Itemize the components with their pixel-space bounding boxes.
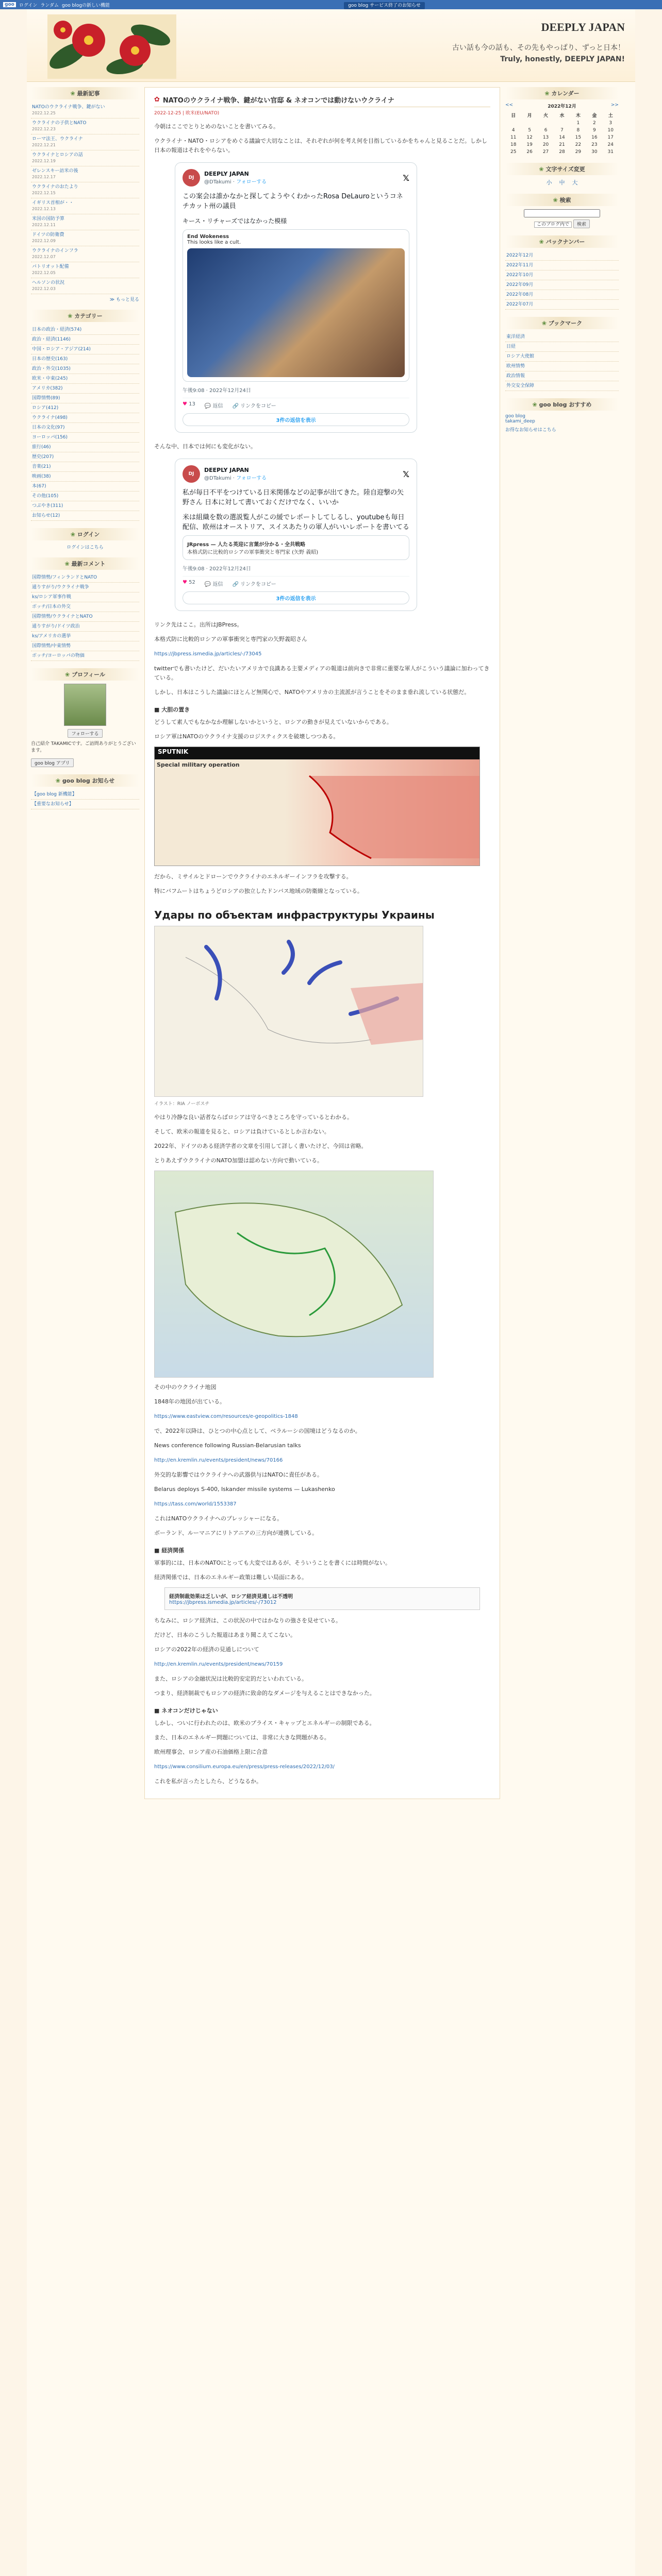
- comments-box: [31, 557, 139, 661]
- calendar-week: [505, 120, 619, 127]
- embedded-tweet[interactable]: [175, 162, 417, 433]
- recommend-text[interactable]: お得なお知らせはこちら: [505, 428, 556, 433]
- site-title[interactable]: DEEPLY JAPAN: [541, 21, 625, 33]
- paragraph: とりあえずウクライナのNATO加盟は認めない方向で動いている。: [154, 1157, 323, 1164]
- tweet-author-name[interactable]: DEEPLY JAPAN: [204, 171, 249, 177]
- bookmark-list: [505, 332, 619, 391]
- category-item[interactable]: 旅行(46): [31, 443, 139, 452]
- recent-post-item[interactable]: [31, 134, 139, 150]
- service-end-link[interactable]: goo blog サービス終了のお知らせ: [344, 2, 425, 9]
- calendar-day[interactable]: 8: [576, 128, 580, 133]
- site-description-line-2: Truly, honestly, DEEPLY JAPAN!: [500, 55, 625, 63]
- category-item[interactable]: アメリカ(382): [31, 384, 139, 394]
- calendar-day[interactable]: 7: [560, 128, 564, 133]
- comment-item[interactable]: 国際情勢/ウクライナとNATO: [31, 612, 139, 622]
- embedded-tweet[interactable]: [175, 459, 417, 611]
- category-item[interactable]: 歴史(207): [31, 452, 139, 462]
- comment-item[interactable]: 通りすがり/ドイツ政治: [31, 622, 139, 632]
- paragraph: しかし、日本はこうした議論にほとんど無関心で、NATOやアメリカの主流派が言うことをそのまま垂れ流している状態だ。: [154, 689, 470, 696]
- category-item[interactable]: ロシア(412): [31, 403, 139, 413]
- goo-news-item[interactable]: 【goo blog 新機能】: [31, 790, 139, 800]
- category-item[interactable]: 政治・経済(1146): [31, 335, 139, 345]
- bookmark-heading: ❀ ブックマーク: [505, 317, 619, 329]
- calendar-day[interactable]: 5: [528, 128, 531, 133]
- calendar-week: [505, 127, 619, 134]
- paragraph: twitterでも書いたけど、だいたいアメリカで良識ある主要メディアの報道は前向きで非常に重要な軍人がこういう議論に加わってきている。: [154, 665, 490, 681]
- paragraph: 特にバフムートはちょうどロシアの独立したドンバス地域の防衛線となっている。: [154, 888, 363, 894]
- site-header: [27, 9, 635, 82]
- paragraph: そんな中、日本では何にも変化がない。: [154, 443, 256, 450]
- category-item[interactable]: 映画(38): [31, 472, 139, 482]
- paragraph: 欧州理事会、ロシア産の石油価格上限に合意: [154, 1749, 268, 1755]
- follow-button[interactable]: フォローする: [68, 729, 102, 738]
- login-link[interactable]: ログインはこちら: [67, 545, 104, 550]
- recommend-heading: ❀ goo blog おすすめ: [505, 398, 619, 411]
- recommend-user[interactable]: takami_deep: [505, 419, 535, 424]
- calendar-day[interactable]: 23: [591, 142, 598, 147]
- goo-logo-icon[interactable]: goo: [3, 2, 16, 7]
- comments-list: [31, 573, 139, 661]
- quote-box-link[interactable]: https://jbpress.ismedia.jp/articles/-/73012: [169, 1600, 277, 1605]
- paragraph: しかし、ついに行われたのは、欧米のプライス・キャップとエネルギーの制限である。: [154, 1720, 375, 1726]
- search-heading: ❀ 検索: [505, 194, 619, 206]
- category-item[interactable]: 音楽(21): [31, 462, 139, 472]
- recent-post-title[interactable]: ウクライナとロシアの話: [32, 152, 83, 158]
- backnumber-item[interactable]: 2022年12月: [505, 251, 619, 261]
- recent-post-title[interactable]: ゼレンスキー訪米の後: [32, 168, 78, 174]
- recent-post-date: 2022.12.03: [32, 286, 56, 291]
- paragraph: ロシア軍はNATOのウクライナ支援のロジスティクスを破壊しつつある。: [154, 733, 339, 740]
- recent-post-date: 2022.12.17: [32, 175, 56, 179]
- historical-map-graphic: [155, 1171, 433, 1377]
- recent-post-item[interactable]: [31, 103, 139, 118]
- recent-post-date: 2022.12.13: [32, 207, 56, 211]
- recent-post-title[interactable]: ウクライナのインフラ: [32, 248, 78, 253]
- bookmark-box: [505, 317, 619, 391]
- comments-heading: ❀ 最新コメント: [31, 557, 139, 570]
- page-wrapper: [27, 9, 635, 2576]
- recent-post-title[interactable]: ローマ法王、ウクライナ: [32, 137, 83, 142]
- paragraph: ロシアの2022年の経済の見通しについて: [154, 1646, 259, 1653]
- historical-1848-map[interactable]: [154, 1171, 434, 1378]
- tweet-timestamp[interactable]: 午後9:08 · 2022年12月24日: [183, 566, 251, 572]
- category-item[interactable]: 本(67): [31, 482, 139, 492]
- recent-post-date: 2022.12.15: [32, 191, 56, 195]
- category-item[interactable]: 政治・外交(1035): [31, 364, 139, 374]
- paragraph: だけど、日本のこうした報道はあまり聞こえてこない。: [154, 1632, 296, 1638]
- category-list: [31, 325, 139, 521]
- calendar-weekday: 火: [543, 113, 549, 118]
- blog-post: [144, 87, 500, 1799]
- comment-item[interactable]: ボッチ/ヨーロッパの物価: [31, 651, 139, 661]
- calendar-day[interactable]: 15: [575, 135, 582, 140]
- goo-blog-app-button[interactable]: goo blog アプリ: [31, 758, 74, 767]
- paragraph: その中のウクライナ地図: [154, 1384, 217, 1391]
- recommend-box: [505, 398, 619, 433]
- profile-heading: ❀ プロフィール: [31, 668, 139, 681]
- bookmark-item[interactable]: ロシア大使館: [505, 352, 619, 362]
- category-box: [31, 310, 139, 521]
- calendar-day[interactable]: 4: [511, 128, 515, 133]
- bookmark-item[interactable]: 日経: [505, 342, 619, 352]
- recent-post-item[interactable]: [31, 166, 139, 182]
- search-button[interactable]: 検索: [573, 219, 590, 228]
- goo-news-item[interactable]: 【重要なお知らせ】: [31, 800, 139, 809]
- category-item[interactable]: 中国・ロシア・アジア(214): [31, 345, 139, 354]
- recent-post-item[interactable]: [31, 182, 139, 198]
- category-item[interactable]: 欧米・中東(245): [31, 374, 139, 384]
- calendar-month: 2022年12月: [548, 104, 576, 109]
- backnumber-item[interactable]: 2022年08月: [505, 290, 619, 300]
- tweet-author-name[interactable]: DEEPLY JAPAN: [204, 467, 249, 473]
- calendar-day[interactable]: 16: [591, 135, 598, 140]
- recent-post-item[interactable]: [31, 262, 139, 278]
- calendar-heading: ❀ カレンダー: [505, 87, 619, 99]
- calendar-next-link[interactable]: >>: [610, 103, 619, 108]
- recent-post-date: 2022.12.09: [32, 239, 56, 243]
- recent-post-title[interactable]: ヘルソンの状況: [32, 280, 65, 285]
- recent-post-item[interactable]: [31, 214, 139, 230]
- calendar-week: [505, 148, 619, 156]
- calendar-day[interactable]: 24: [607, 142, 614, 147]
- recent-posts-box: [31, 87, 139, 302]
- category-item[interactable]: 日本の文化(97): [31, 423, 139, 433]
- calendar-table: [505, 111, 619, 156]
- font-size-medium[interactable]: 中: [559, 179, 565, 186]
- comment-item[interactable]: 国際情勢/フィンランドとNATO: [31, 573, 139, 583]
- tweet-subtext: キース・リチャーズではなかった模様: [183, 217, 287, 225]
- calendar-weekday: 木: [575, 113, 581, 118]
- show-replies-button[interactable]: 3件の返信を表示: [183, 591, 409, 604]
- paragraph: また、日本のエネルギー問題については、非常に大きな問題がある。: [154, 1734, 330, 1741]
- calendar-weekday: 月: [527, 113, 532, 118]
- bookmark-item[interactable]: 政治情報: [505, 371, 619, 381]
- sputnik-operation-map[interactable]: [154, 747, 480, 866]
- backnumber-item[interactable]: 2022年10月: [505, 270, 619, 280]
- backnumber-item[interactable]: 2022年11月: [505, 261, 619, 270]
- tweet-photo[interactable]: [187, 248, 405, 377]
- calendar-day[interactable]: 1: [576, 121, 580, 126]
- recent-post-date: 2022.12.21: [32, 143, 56, 147]
- section-heading: ■ ネオコンだけじゃない: [154, 1707, 218, 1714]
- top-bar-left: [3, 2, 110, 8]
- recent-post-title[interactable]: イギリス首相が・・: [32, 200, 74, 206]
- backnumber-box: [505, 235, 619, 310]
- calendar-day[interactable]: 20: [542, 142, 549, 147]
- recent-post-date: 2022.12.11: [32, 223, 56, 227]
- font-size-box: [505, 163, 619, 187]
- calendar-day[interactable]: 9: [592, 128, 596, 133]
- tweet-actions: [183, 576, 409, 587]
- left-sidebar: [31, 87, 139, 1799]
- backnumber-item[interactable]: 2022年07月: [505, 300, 619, 310]
- article-link[interactable]: https://www.consilium.europa.eu/en/press/press-releases/2022/12/03/: [154, 1764, 335, 1770]
- recent-post-title[interactable]: ウクライナのおたより: [32, 184, 78, 190]
- sputnik-logo: SPUTNIK: [155, 747, 479, 759]
- reply-button[interactable]: 💬 返信: [204, 403, 223, 409]
- backnumber-item[interactable]: 2022年09月: [505, 280, 619, 290]
- paragraph: つまり、経済制裁でもロシアの経済に致命的なダメージを与えることはできなかった。: [154, 1690, 375, 1697]
- main-content: [144, 87, 500, 1799]
- comment-item[interactable]: 国際情勢/中東情勢: [31, 641, 139, 651]
- calendar-day[interactable]: 26: [526, 149, 533, 155]
- bookmark-item[interactable]: 欧州情勢: [505, 362, 619, 371]
- bookmark-item[interactable]: 外交安全保障: [505, 381, 619, 391]
- calendar-day[interactable]: 18: [510, 142, 517, 147]
- article-link[interactable]: http://en.kremlin.ru/events/president/news/70159: [154, 1662, 283, 1667]
- search-box: [505, 194, 619, 228]
- site-description: [452, 42, 625, 65]
- recent-post-date: 2022.12.07: [32, 255, 56, 259]
- category-item[interactable]: 日本の政治・経済(574): [31, 325, 139, 335]
- quoted-author: End Wokeness: [187, 234, 229, 240]
- calendar-day: [505, 120, 521, 127]
- goo-news-heading: ❀ goo blog お知らせ: [31, 774, 139, 787]
- tweet-handle: @DTakumi · フォローする: [204, 179, 267, 185]
- paragraph: これを私が言ったとしたら、どうなるか。: [154, 1778, 262, 1785]
- calendar-day[interactable]: 25: [510, 149, 517, 155]
- calendar-week: [505, 141, 619, 148]
- tweet-text-2: 米は組織を数の選説覧人がこの緩でレポートしてしるし、youtubeも毎日配信、欧州はオーストリア、スイスあたりの軍人がいいレポートを書いてる: [183, 514, 409, 531]
- calendar-day[interactable]: 21: [559, 142, 565, 147]
- quote-box-title: 経済制裁効果は乏しいが、ロシア経済見通しは不透明: [169, 1594, 293, 1600]
- calendar-week: [505, 134, 619, 141]
- font-size-small[interactable]: 小: [546, 179, 552, 186]
- more-link[interactable]: ≫ もっと見る: [109, 297, 139, 302]
- tweet-follow-link[interactable]: フォローする: [236, 179, 267, 185]
- calendar-weekday: 金: [592, 113, 597, 118]
- comment-item[interactable]: ks/ロシア軍事作戦: [31, 592, 139, 602]
- copy-link-button[interactable]: 🔗 リンクをコピー: [232, 403, 276, 409]
- recent-posts-list: [31, 103, 139, 294]
- category-item[interactable]: ウクライナ(498): [31, 413, 139, 423]
- section-heading: ■ 大胆の置き: [154, 706, 190, 713]
- paragraph: そして、欧米の報道を見ると、ロシアは負けているとしか言わない。: [154, 1128, 330, 1135]
- search-input[interactable]: [524, 209, 600, 217]
- quoted-author: JRpress — 人たる英迎に言葉が分かる・全共戦略: [187, 542, 306, 548]
- login-box: [31, 528, 139, 550]
- recent-post-date: 2022.12.25: [32, 111, 56, 115]
- right-sidebar: [505, 87, 619, 1799]
- tweet-header: [183, 465, 409, 483]
- quoted-tweet[interactable]: [183, 535, 409, 560]
- comment-item[interactable]: ks/アメリカの選挙: [31, 632, 139, 641]
- backnumber-list: [505, 251, 619, 310]
- reply-button[interactable]: 💬 返信: [204, 582, 223, 587]
- x-logo-icon[interactable]: 𝕏: [403, 173, 409, 183]
- font-size-large[interactable]: 大: [572, 179, 578, 186]
- quoted-text: This looks like a cult.: [187, 240, 241, 245]
- font-size-heading: ❀ 文字サイズ変更: [505, 163, 619, 175]
- calendar-day[interactable]: 28: [559, 149, 565, 155]
- recent-post-item[interactable]: [31, 246, 139, 262]
- calendar-day[interactable]: 30: [591, 149, 598, 155]
- x-logo-icon[interactable]: 𝕏: [403, 469, 409, 479]
- map-caption: イラスト：RIA ノーボスチ: [154, 1101, 210, 1107]
- recent-post-date: 2022.12.23: [32, 127, 56, 131]
- search-scope-select[interactable]: このブログ内で: [534, 222, 572, 228]
- bookmark-item[interactable]: 東洋経済: [505, 332, 619, 342]
- post-meta: 2022-12-25 | 欧米(EU/NATO): [154, 111, 220, 116]
- calendar-prev-link[interactable]: <<: [505, 103, 514, 108]
- paragraph: やはり冷静な良い話者ならばロシアは守るべきところを守っているとわかる。: [154, 1114, 353, 1121]
- article-link[interactable]: http://en.kremlin.ru/events/president/news/70166: [154, 1458, 283, 1463]
- category-item[interactable]: 日本の歴史(163): [31, 354, 139, 364]
- recent-post-item[interactable]: [31, 230, 139, 246]
- recent-post-title[interactable]: ドイツの防衛費: [32, 232, 64, 238]
- infrastructure-strike-map[interactable]: [154, 926, 423, 1097]
- recommend-item[interactable]: goo blog: [505, 414, 526, 419]
- post-title-text[interactable]: NATOのウクライナ戦争、鍵がない官邸 & ネオコンでは動けないウクライナ: [162, 97, 394, 105]
- calendar-day[interactable]: 31: [607, 149, 614, 155]
- show-replies-button[interactable]: 3件の返信を表示: [183, 413, 409, 426]
- paragraph: で、2022年以降は、ひとつの中心点として、ベラルーシの国境はどうなるのか。: [154, 1428, 361, 1434]
- comment-item[interactable]: 通りすがり/ウクライナ戦争: [31, 583, 139, 592]
- quote-box: [164, 1587, 480, 1610]
- paragraph: 軍事的には、日本のNATOにとっても大変ではあるが、そういうことを書くには時間がない。: [154, 1560, 391, 1566]
- copy-link-button[interactable]: 🔗 リンクをコピー: [232, 582, 276, 587]
- section-heading: ■ 経済関係: [154, 1547, 185, 1554]
- recent-post-title[interactable]: 米国の国防予算: [32, 216, 65, 222]
- article-link[interactable]: https://tass.com/world/1553387: [154, 1501, 237, 1507]
- quoted-tweet[interactable]: [183, 229, 409, 382]
- calendar-day[interactable]: 19: [526, 142, 533, 147]
- tweet-follow-link[interactable]: フォローする: [236, 476, 267, 481]
- comment-item[interactable]: ボッチ/日本の外交: [31, 602, 139, 612]
- category-item[interactable]: つぶやき(311): [31, 501, 139, 511]
- calendar-day[interactable]: 6: [544, 128, 548, 133]
- calendar-weekday: 日: [511, 113, 516, 118]
- recent-post-title[interactable]: NATOのウクライナ戦争、鍵がない: [32, 105, 105, 110]
- calendar-day[interactable]: 10: [607, 128, 614, 133]
- recent-post-item[interactable]: [31, 278, 139, 294]
- article-link[interactable]: https://jbpress.ismedia.jp/articles/-/73045: [154, 651, 262, 657]
- strike-arrows-graphic: [155, 926, 423, 1096]
- paragraph: 本格式防に比較的ロシアの軍事衝突と専門家の矢野義昭さん: [154, 636, 307, 642]
- category-item[interactable]: 国際情勢(89): [31, 394, 139, 403]
- top-link-login[interactable]: ログイン: [19, 3, 38, 8]
- category-heading: ❀ カテゴリー: [31, 310, 139, 322]
- camellia-bullet-icon: ✿: [154, 96, 160, 104]
- calendar-day[interactable]: 11: [510, 135, 517, 140]
- goo-news-box: [31, 774, 139, 809]
- paragraph: どうして素人でもなかなか理解しないかというと、ロシアの動きが見えていないからである。: [154, 719, 392, 725]
- profile-avatar: [64, 684, 106, 726]
- tweet-handle: @DTakumi · フォローする: [204, 476, 267, 481]
- profile-text: 自己紹介 TAKAMICです。ご訪問ありがとうございます。: [31, 741, 136, 753]
- profile-box: [31, 668, 139, 767]
- tweet-avatar[interactable]: DJ: [183, 169, 200, 187]
- service-end-notice: [110, 2, 659, 8]
- paragraph: ウクライナ・NATO・ロシアをめぐる議論で大切なことは、それぞれが何を考え何を目指しているかをちゃんと見ることだ。しかし日本の報道はそれをやらない。: [154, 138, 487, 154]
- tweet-actions: [183, 398, 409, 409]
- recent-post-date: 2022.12.05: [32, 270, 56, 275]
- tweet-text: 私が毎日不平をつけている日米関係などの記事が出てきた。陸自迎撃の矢野さん 日本に対して書いておくだけでなく、いいか: [183, 489, 404, 506]
- calendar-day: [538, 120, 554, 127]
- calendar-day[interactable]: 2: [592, 121, 596, 126]
- paragraph: Belarus deploys S-400, Iskander missile systems — Lukashenko: [154, 1486, 335, 1493]
- columns: [27, 82, 635, 1804]
- recent-post-item[interactable]: [31, 198, 139, 214]
- recent-post-title[interactable]: ウクライナの子供とNATO: [32, 121, 87, 126]
- calendar-day[interactable]: 3: [609, 121, 613, 126]
- recent-post-title[interactable]: パトリオット配備: [32, 264, 69, 269]
- calendar-day[interactable]: 22: [575, 142, 582, 147]
- russian-infographic-title: Удары по объектам инфраструктуры Украины: [154, 909, 435, 921]
- tweet-text: この案会は誰かなかと探してようやくわかったRosa DeLauroというコネチカット州の議員: [183, 193, 403, 210]
- backnumber-heading: ❀ バックナンバー: [505, 235, 619, 248]
- tweet-timestamp[interactable]: 午後9:08 · 2022年12月24日: [183, 388, 251, 394]
- tweet-header: [183, 169, 409, 187]
- paragraph: ボーランド、ルーマニアにリトアニアの三方向が連携している。: [154, 1530, 318, 1536]
- category-item[interactable]: お知らせ(12): [31, 511, 139, 521]
- tweet-avatar[interactable]: DJ: [183, 465, 200, 483]
- frontline-map-graphic: [155, 771, 479, 863]
- category-item[interactable]: その他(105): [31, 492, 139, 501]
- paragraph: News conference following Russian-Belarusian talks: [154, 1442, 301, 1449]
- paragraph: 外交的な影響ではウクライナへの武器供与はNATOに責任がある。: [154, 1471, 323, 1478]
- calendar-day[interactable]: 29: [575, 149, 582, 155]
- map-title: Special military operation: [157, 761, 240, 768]
- calendar-day: [521, 120, 537, 127]
- calendar-day[interactable]: 12: [526, 135, 533, 140]
- paragraph: 1848年の地図が出ている。: [154, 1398, 225, 1405]
- calendar-box: [505, 87, 619, 156]
- login-heading: ❀ ログイン: [31, 528, 139, 540]
- recent-post-item[interactable]: [31, 150, 139, 166]
- paragraph: 今朝はここでとりとめのないことを書いてみる。: [154, 123, 279, 130]
- paragraph: ちなみに、ロシア経済は、この状況の中ではかなりの強さを見せている。: [154, 1617, 341, 1624]
- calendar-day[interactable]: 14: [559, 135, 565, 140]
- paragraph: 経済関係では、日本のエネルギー政策は難しい局面にある。: [154, 1574, 307, 1581]
- like-button[interactable]: ♥ 52: [183, 580, 195, 585]
- top-link-random[interactable]: ランダム: [40, 3, 59, 8]
- recent-post-item[interactable]: [31, 118, 139, 134]
- top-bar: [0, 0, 662, 9]
- top-link-new-features[interactable]: goo blogの新しい機能: [62, 3, 110, 8]
- recent-posts-heading: ❀ 最新記事: [31, 87, 139, 99]
- article-link[interactable]: https://www.eastview.com/resources/e-geopolitics-1848: [154, 1414, 298, 1419]
- post-title: [154, 95, 490, 107]
- category-item[interactable]: ヨーロッパ(156): [31, 433, 139, 443]
- calendar-day: [554, 120, 570, 127]
- recent-post-date: 2022.12.19: [32, 159, 56, 163]
- calendar-day[interactable]: 27: [542, 149, 549, 155]
- paragraph: また、ロシアの金融状況は比較的安定的だといわれている。: [154, 1675, 307, 1682]
- camellia-header-image: [47, 14, 176, 79]
- calendar-day[interactable]: 13: [542, 135, 549, 140]
- calendar-day[interactable]: 17: [607, 135, 614, 140]
- calendar-weekday: 水: [559, 113, 565, 118]
- paragraph: だから、ミサイルとドローンでウクライナのエネルギーインフラを攻撃する。: [154, 873, 352, 880]
- site-description-line-1: 古い話も今の話も、その先もやっぱり、ずっと日本！: [452, 44, 625, 52]
- paragraph: リンク先はここ。出所はJBPress。: [154, 621, 243, 628]
- quoted-text: 本格式防に比較的ロシアの軍事衝突と専門家 (矢野 義昭): [187, 550, 319, 555]
- paragraph: 2022年、ドイツのある経済学者の文章を引用して詳しく書いたけど、今回は省略。: [154, 1143, 367, 1149]
- paragraph: これはNATOウクライナへのプレッシャーになる。: [154, 1515, 283, 1522]
- like-button[interactable]: ♥ 13: [183, 401, 195, 407]
- calendar-weekday: 土: [608, 113, 613, 118]
